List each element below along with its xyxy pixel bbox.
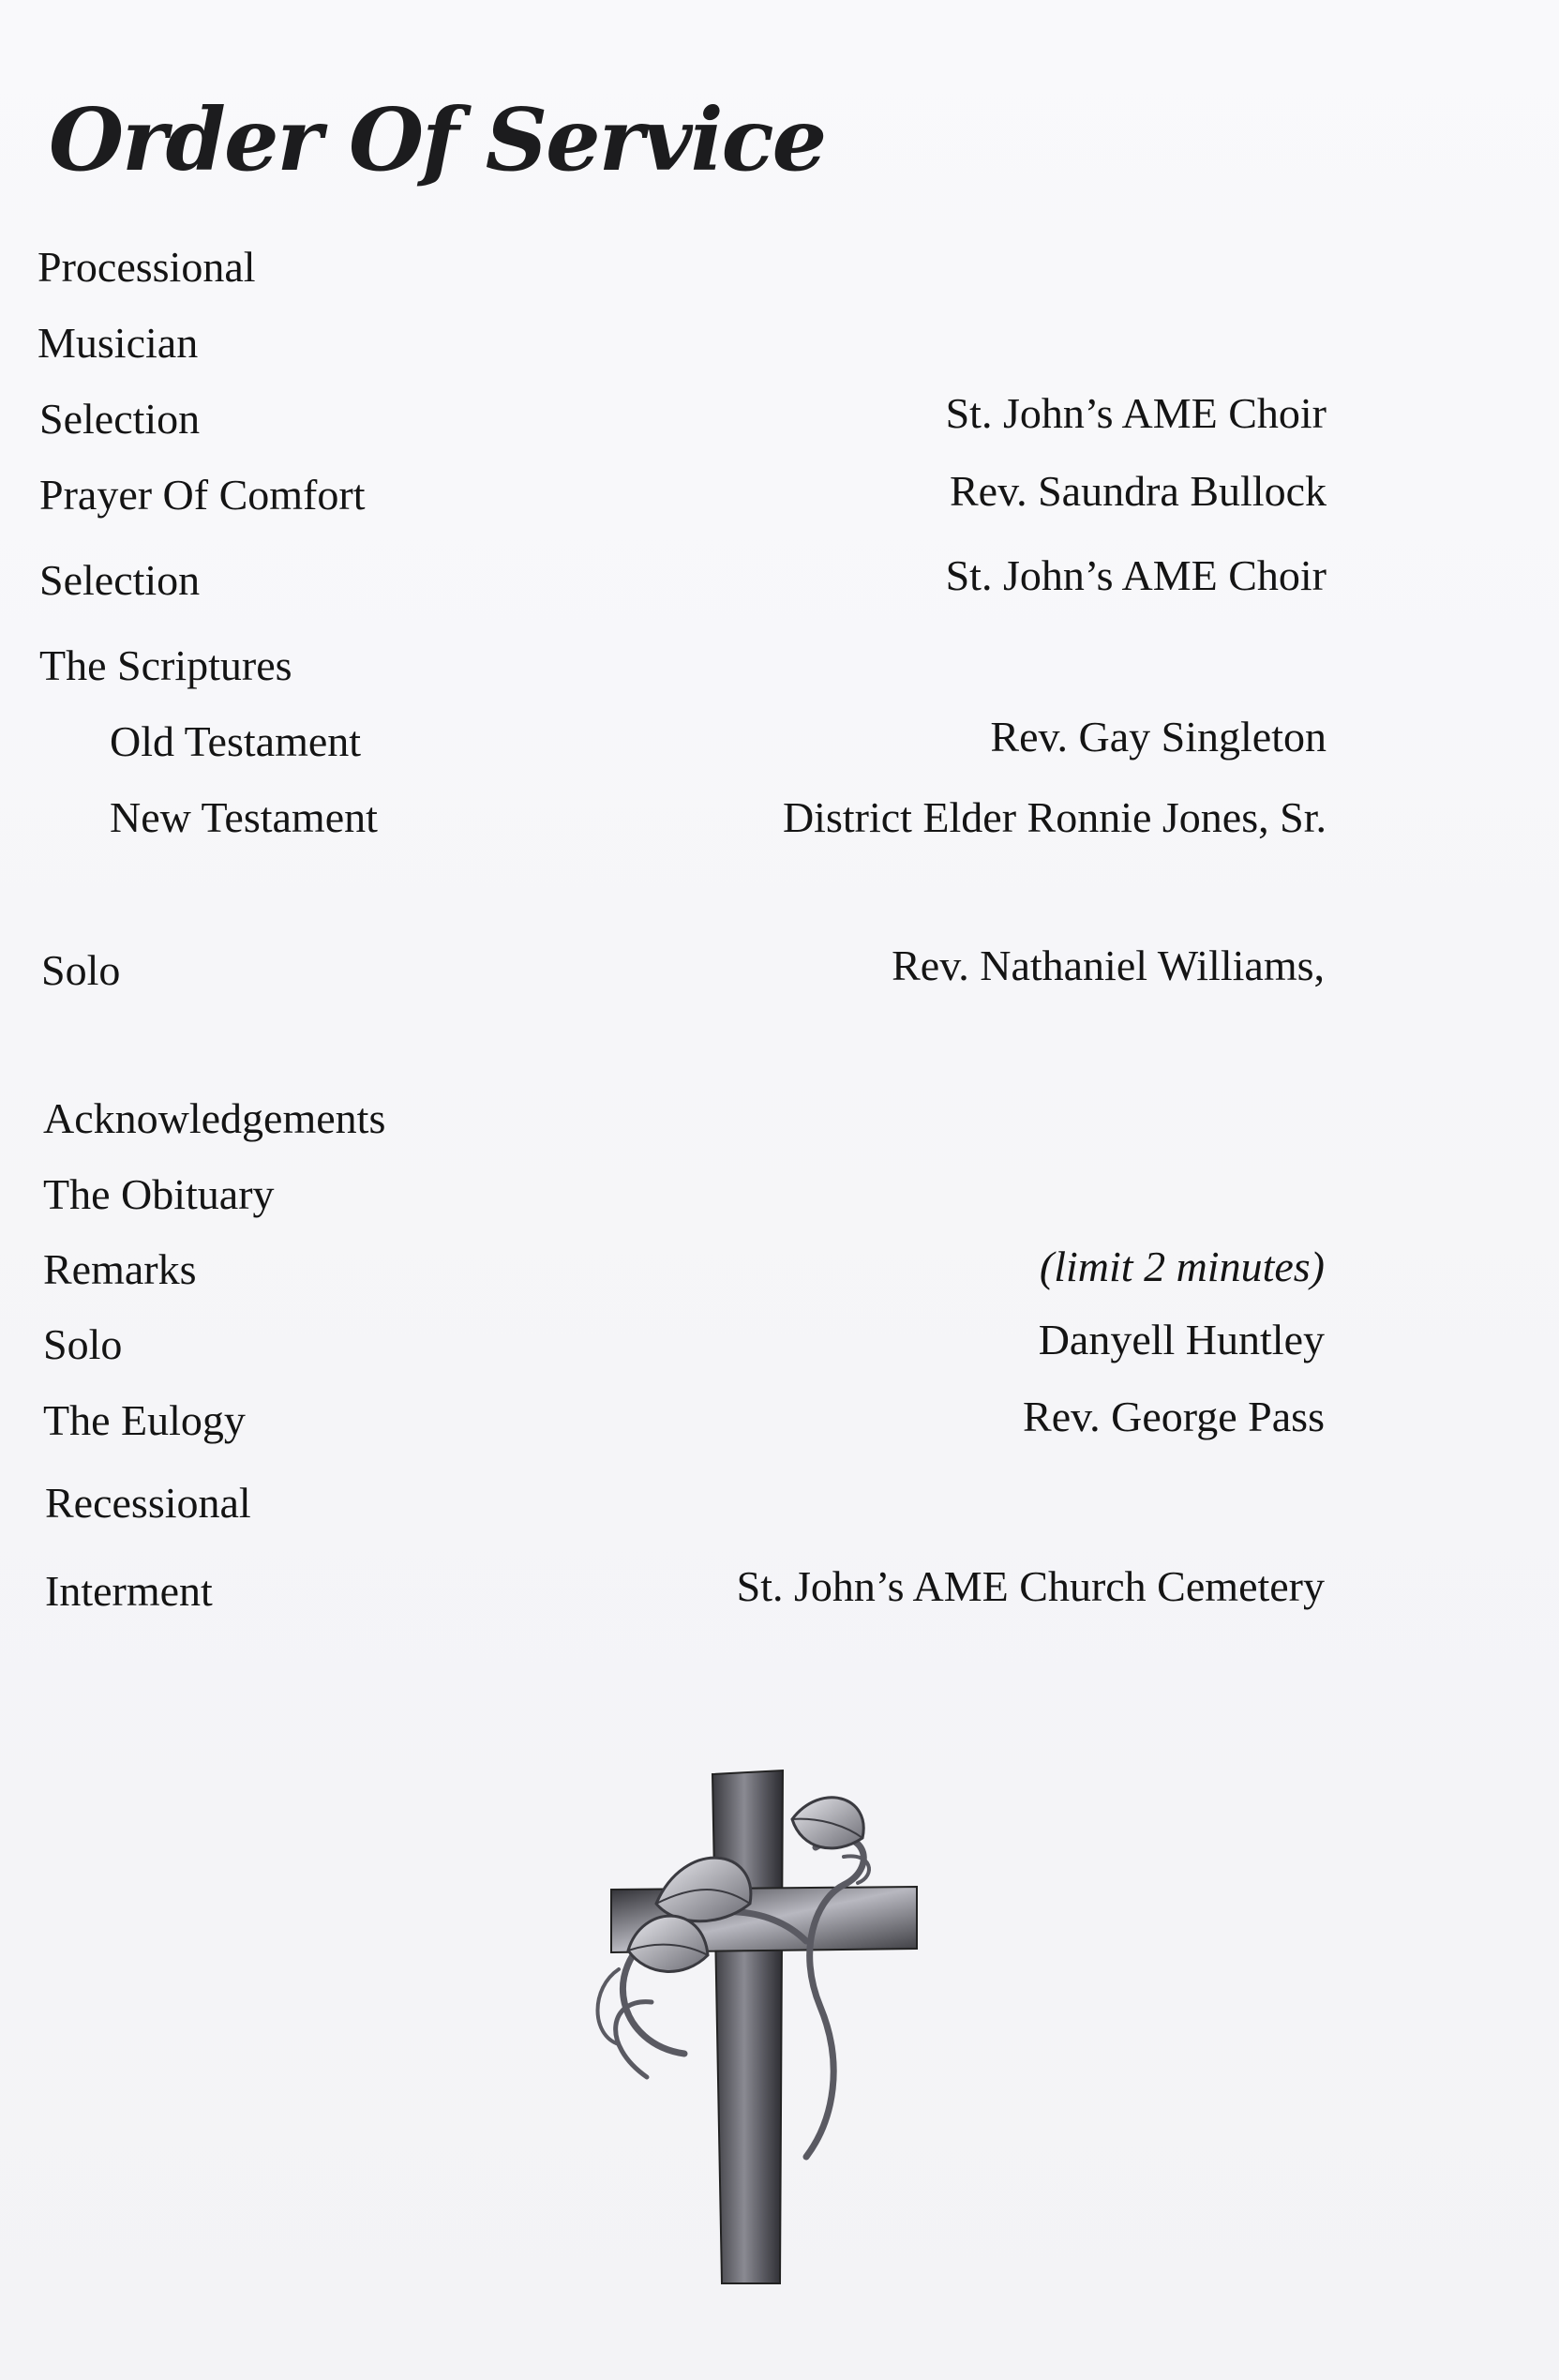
item-label-solo-2: Solo: [43, 1320, 123, 1368]
page-title: Order Of Service: [49, 89, 826, 190]
item-label-the-scriptures: The Scriptures: [39, 641, 292, 689]
item-label-old-testament: Old Testament: [110, 717, 362, 765]
item-label-selection: Selection: [39, 395, 201, 443]
item-label-prayer-of-comfort: Prayer Of Comfort: [39, 471, 366, 519]
item-label-selection-2: Selection: [39, 556, 201, 604]
item-value-solo: Rev. Nathaniel Williams,: [892, 941, 1325, 989]
item-label-the-obituary: The Obituary: [43, 1170, 275, 1218]
item-value-remarks: (limit 2 minutes): [1039, 1243, 1325, 1290]
item-label-new-testament: New Testament: [110, 793, 378, 841]
item-label-remarks: Remarks: [43, 1245, 197, 1293]
item-value-new-testament: District Elder Ronnie Jones, Sr.: [782, 793, 1327, 841]
item-value-interment: St. John’s AME Church Cemetery: [736, 1562, 1325, 1610]
item-value-prayer-of-comfort: Rev. Saundra Bullock: [949, 467, 1327, 515]
item-value-selection: St. John’s AME Choir: [945, 389, 1327, 437]
item-label-interment: Interment: [45, 1567, 213, 1615]
item-label-the-eulogy: The Eulogy: [43, 1396, 246, 1444]
item-value-selection-2: St. John’s AME Choir: [945, 551, 1327, 599]
item-label-solo: Solo: [41, 946, 121, 994]
cross-with-vine-icon: [562, 1763, 956, 2288]
item-value-solo-2: Danyell Huntley: [1038, 1316, 1325, 1363]
item-label-acknowledgements: Acknowledgements: [43, 1094, 386, 1142]
item-value-the-eulogy: Rev. George Pass: [1023, 1393, 1325, 1440]
item-label-recessional: Recessional: [45, 1479, 251, 1527]
item-label-processional: Processional: [37, 243, 256, 291]
item-label-musician: Musician: [37, 319, 199, 367]
item-value-old-testament: Rev. Gay Singleton: [990, 713, 1327, 761]
